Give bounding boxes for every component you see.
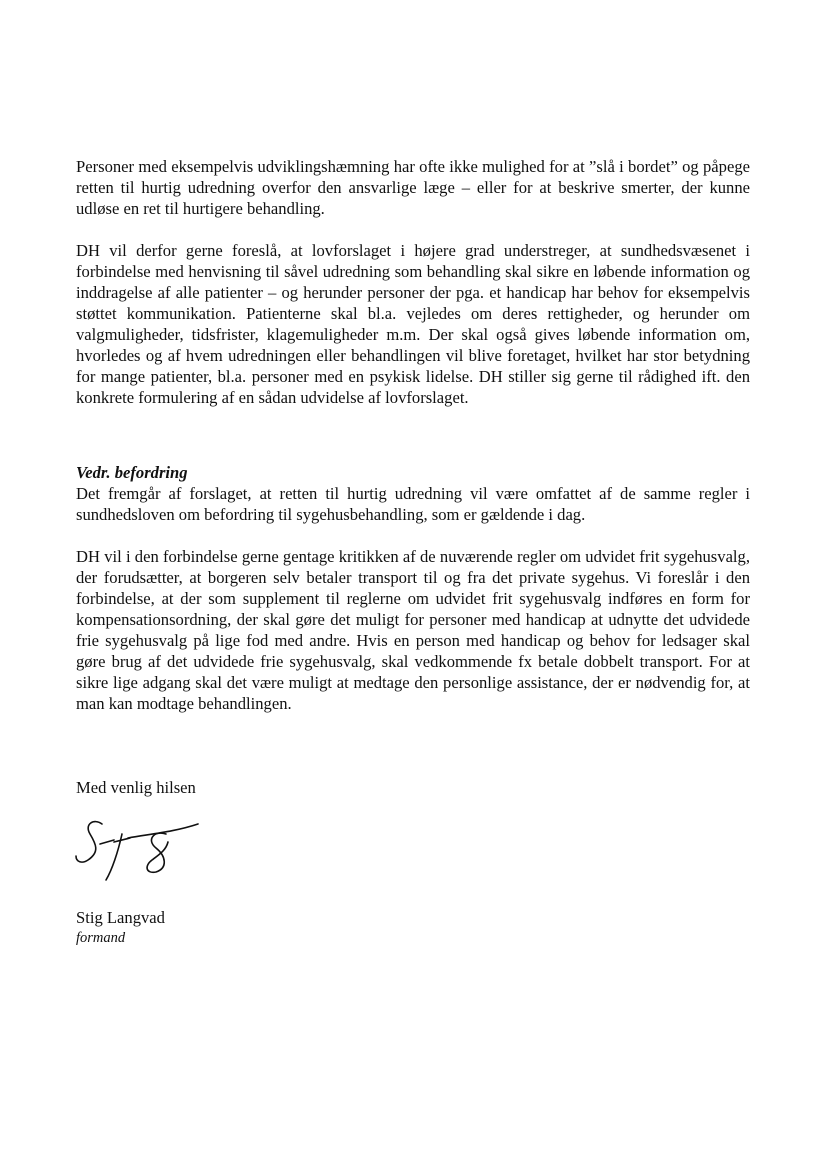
closing-salutation: Med venlig hilsen <box>76 778 196 797</box>
paragraph-critique: DH vil i den forbindelse gerne gentage kritikken af de nuværende regler om udvidet frit sygehusvalg, der forudsætter, at borgeren selv betaler transport til og fra det private sygehus. Vi foreslår i den forbindelse, at der som supplement til reglerne om udvidet frit sygehusvalg indføres en form for kompensationsordning, der skal gøre det muligt for personer med handicap at udnytte det udvidede frie sygehusvalg på lige fod med andre. Hvis en person med handicap og behov for ledsager skal gøre brug af det udvidede frie sygehusvalg, skal vedkommende fx betale dobbelt transport. For at sikre lige adgang skal det være muligt at medtage den personlige assistance, der er nødvendig for, at man kan modtage behandlingen. <box>76 547 750 713</box>
signer-name: Stig Langvad <box>76 908 165 927</box>
paragraph-befordring: Det fremgår af forslaget, at retten til hurtig udredning vil være omfattet af de samme regler i sundhedsloven om befordring til sygehusbehandling, som er gældende i dag. <box>76 484 750 524</box>
section-heading: Vedr. befordring <box>76 463 188 482</box>
paragraph-intro: Personer med eksempelvis udviklingshæmning har ofte ikke mulighed for at ”slå i bordet” og påpege retten til hurtig udredning overfor den ansvarlige læge – eller for at beskrive smerter, der kunne udløse en ret til hurtigere behandling. <box>76 157 750 218</box>
paragraph-proposal: DH vil derfor gerne foreslå, at lovforslaget i højere grad understreger, at sundhedsvæsenet i forbindelse med henvisning til såvel udredning som behandling skal sikre en løbende information og inddragelse af alle patienter – og herunder personer der pga. et handicap har behov for eksempelvis støttet kommunikation. Patienterne skal bl.a. vejledes om deres rettigheder, og herunder om valgmuligheder, tidsfrister, klagemuligheder m.m. Der skal også gives løbende information om, hvorledes og af hvem udredningen eller behandlingen vil blive foretaget, hvilket har stor betydning for mange patienter, bl.a. personer med en psykisk lidelse. DH stiller sig gerne til rådighed ift. den konkrete formulering af en sådan udvidelse af lovforslaget. <box>76 241 750 407</box>
signer-title: formand <box>76 930 126 946</box>
handwritten-signature-icon <box>70 812 210 892</box>
